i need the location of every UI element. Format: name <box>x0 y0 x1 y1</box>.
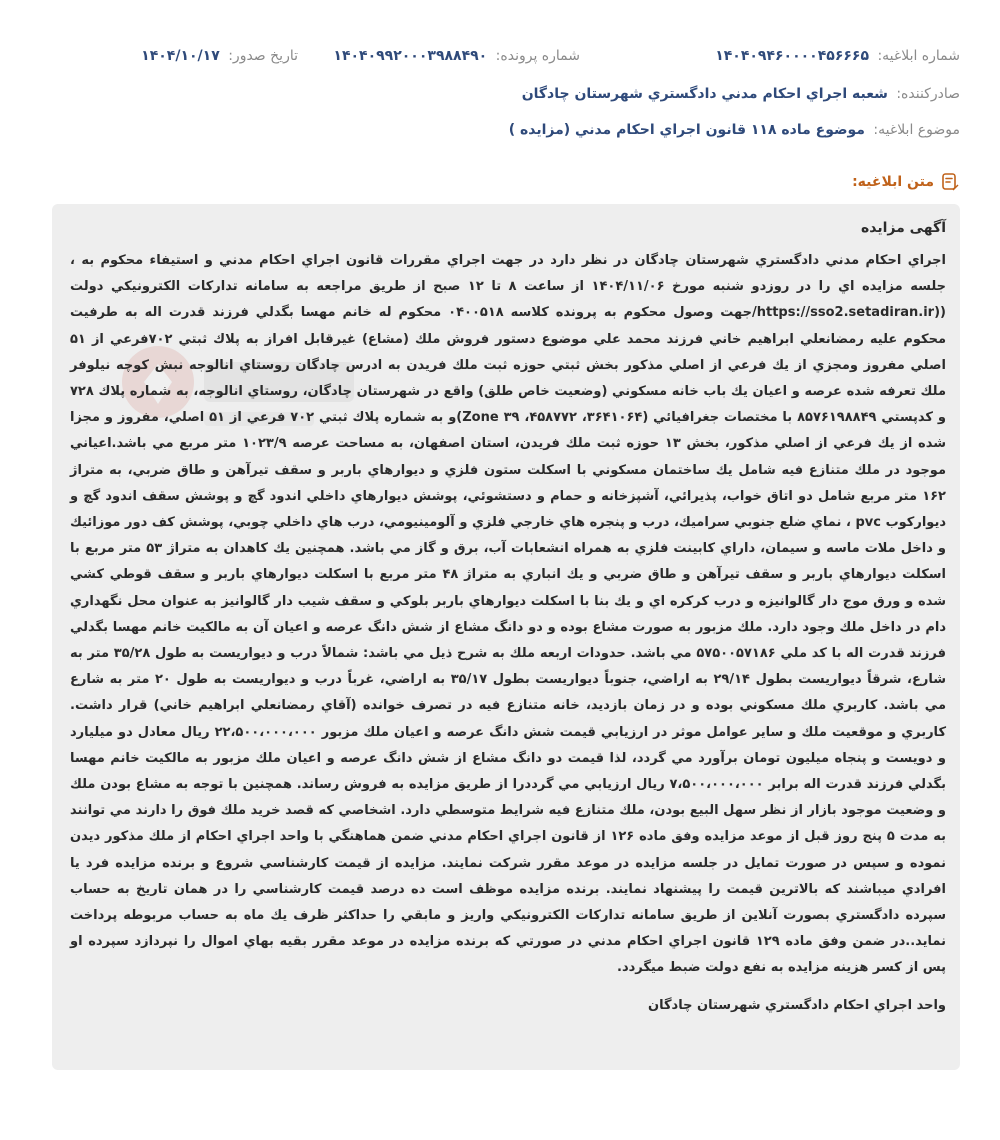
notice-meta-row <box>40 48 960 70</box>
notice-number <box>715 48 960 64</box>
notice-number-label: شماره ابلاغیه: <box>877 48 960 64</box>
notice-heading: آگهی مزایده <box>860 220 946 236</box>
issuer-value: شعبه اجراي احكام مدني دادگستري شهرستان چادگان <box>521 86 888 102</box>
issuer-label: صادرکننده: <box>896 86 960 102</box>
issue-date-value: ۱۴۰۴/۱۰/۱۷ <box>141 48 220 64</box>
notice-document-icon <box>940 172 960 192</box>
notice-number-value: ۱۴۰۴۰۹۴۶۰۰۰۰۴۵۶۶۶۵ <box>715 48 869 64</box>
notice-body: اجراي احكام مدني دادگستري شهرستان چادگان در نظر دارد در جهت اجراي مقررات قانون اجراي احكام مدني و استيفاء محكوم به ، جلسه مزايده اي را در روزدو شنبه مورخ ۱۴۰۴/۱۱/۰۶ از ساعت ۸ تا ۱۲ صبح از طريق مراجعه به سامانه تداركات الكترونيكي دولت ((https://sso2.setadiran.ir/جهت وصول محكوم به پرونده كلاسه ۰۴۰۰۵۱۸ محكوم له خانم مهسا بگدلي فرزند قدرت اله به طرفيت محكوم عليه رمضانعلي ابراهيم خاني فرزند محمد علي موضوع دستور فروش ملك (مشاع) غيرقابل افراز به پلاك ثبتي ۷۰۲فرعي از ۵۱ اصلي مفروز ومجزي از يك فرعي از اصلي مذكور بخش ثبتي حوزه ثبت ملك فريدن به ادرس چادگان روستاي انالوجه نبش كوچه نيلوفر ملك تعرفه شده عرصه و اعيان يك باب خانه مسكوني (وضعيت خاص طلق) واقع در شهرستان چادگان، روستاي انالوجه، به شماره پلاك ۷۲۸ و كدپستي ۸۵۷۶۱۹۸۸۴۹ با مختصات جغرافيائي (۳۶۴۱۰۶۴، ۴۵۸۷۷۲، ۳۹ Zone)و به شماره پلاك ثبتي ۷۰۲ فرعي از ۵۱ اصلي، مفروز و مجزا شده از يك فرعي از اصلي مذكور، بخش ۱۳ حوزه ثبت ملك فريدن، استان اصفهان، به مساحت عرصه ۱۰۲۳/۹ متر مربع مي باشد.اعياني موجود در ملك متنازع فيه شامل يك ساختمان مسكوني با اسكلت ستون فلزي و ديوارهاي باربر و سقف تيرآهن و طاق ضربي، به متراژ ۱۶۲ متر مربع شامل دو اتاق خواب، پذيرائي، آشپزخانه و حمام و دستشوئي، پوشش ديوارهاي داخلي اندود گچ و پوشش سقف اندود گچ و ديواركوب pvc ، نماي ضلع جنوبي سراميك، درب و پنجره هاي خارجي فلزي و آلومينيومي، درب هاي داخلي چوبي، پوشش كف دور موزائيك و داخل ملات ماسه و سيمان، داراي كابينت فلزي به همراه انشعابات آب، برق و گاز مي باشد. همچنين يك كاهدان به متراژ ۵۳ متر مربع با اسكلت ديوارهاي باربر و سقف تيرآهن و طاق ضربي و يك انباري به متراژ ۴۸ متر مربع با اسكلت ديوارهاي باربر و سقف قوطي كشي شده و ورق موج دار گالوانيزه و درب كركره اي و يك بنا با اسكلت ديوارهاي باربر بلوكي و سقف شيب دار گالوانيز به عنوان محل نگهداري دام در داخل ملك وجود دارد. ملك مزبور به صورت مشاع بوده و دو دانگ مشاع از شش دانگ عرصه و اعيان آن به مالكيت خانم مهسا بگدلي فرزند قدرت اله با كد ملي ۵۷۵۰۰۵۷۱۸۶ مي باشد. حدودات اربعه ملك به شرح ذيل مي باشد: شمالاً درب و ديواريست به طول ۳۵/۲۸ متر به شارع، شرقاً ديواريست بطول ۲۹/۱۴ به اراضي، جنوباً ديواريست بطول ۳۵/۱۷ به اراضي، غرباً درب و ديواريست به طول ۲۰ متر به شارع مي باشد. كاربري ملك مسكوني بوده و در زمان بازديد، خانه متنازع فيه در تصرف خوانده (آقاي رمضانعلي ابراهيم خاني) قرار داشت. كاربري و موقعيت ملك و ساير عوامل موثر در ارزيابي قيمت شش دانگ عرصه و اعيان ملك مزبور ۲۲،۵۰۰،۰۰۰،۰۰۰ ريال معادل دو ميليارد و دويست و پنجاه ميليون تومان برآورد مي گردد، لذا قيمت دو دانگ مشاع از شش دانگ عرصه و اعيان ملك مزبور به مالكيت خانم مهسا بگدلي فرزند قدرت اله برابر ۷،۵۰۰،۰۰۰،۰۰۰ ريال ارزيابي مي گرددرا از طريق مزايده به فروش رساند. همچنين با توجه به مشاع بودن ملك و وضعيت موجود بازار از نظر سهل البيع بودن، ملك متنازع فيه شرايط متوسطي دارد. اشخاصي كه قصد خريد ملك فوق را دارند مي توانند به مدت ۵ پنج روز قبل از موعد مزايده وفق ماده ۱۲۶ از قانون اجراي احكام مدني ضمن هماهنگي با واحد اجراي احكام از ملك مذكور ديدن نموده و سپس در صورت تمايل در جلسه مزايده در موعد مقرر شركت نمايند. مزايده از قيمت كارشناسي شروع و برنده مزايده فرد يا افرادي ميباشند كه بالاترين قيمت را پيشنهاد نمايند. برنده مزايده موظف است ده درصد قيمت كارشناسي را در همان تاريخ به حساب سپرده دادگستري بصورت آنلاين از طريق سامانه تداركات الكترونيكي واريز و مابقي را حداكثر ظرف يك ماه به حساب مربوطه پرداخت نمايد..در ضمن وفق ماده ۱۲۹ قانون اجراي احكام مدني در صورتي كه برنده مزايده در موعد مقرر بقيه بهاي اموال را نپردازد سپرده او پس از كسر هزينه مزايده به نفع دولت ضبط ميگردد. <box>70 253 947 976</box>
issuer-line <box>40 86 960 102</box>
notice-text-section-title <box>852 172 960 192</box>
subject-value: موضوع ماده ۱۱۸ قانون اجراي احكام مدني (مزايده ) <box>508 122 865 138</box>
issue-date <box>141 48 298 64</box>
file-number-label: شماره پرونده: <box>495 48 580 64</box>
notice-signature: واحد اجراي احكام دادگستري شهرستان چادگان <box>648 997 946 1013</box>
subject-label: موضوع ابلاغيه: <box>873 122 960 138</box>
notice-content-box <box>52 204 960 1070</box>
issue-date-label: تاریخ صدور: <box>228 48 298 64</box>
file-number <box>333 48 580 64</box>
notice-text-label: متن ابلاغیه: <box>852 174 934 190</box>
subject-line <box>40 122 960 138</box>
file-number-value: ۱۴۰۴۰۹۹۲۰۰۰۳۹۸۸۴۹۰ <box>333 48 488 64</box>
